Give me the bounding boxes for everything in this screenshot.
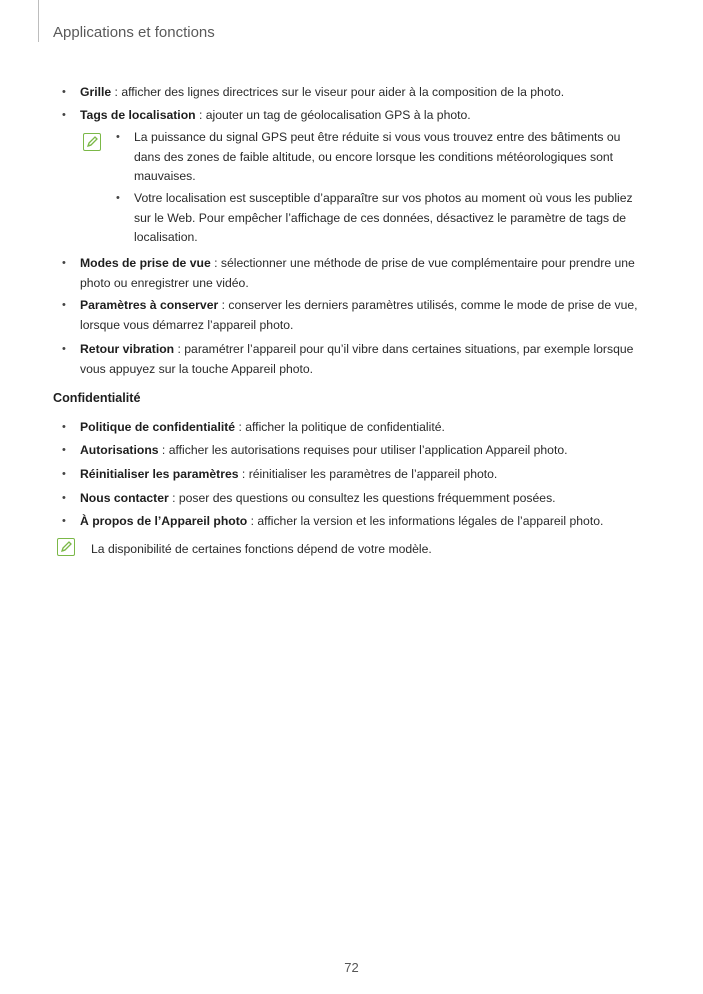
item-term: Grille bbox=[80, 85, 112, 99]
item-term: Paramètres à conserver bbox=[80, 298, 219, 312]
list-item-nous-contacter bbox=[62, 489, 646, 509]
item-desc: : afficher la version et les informations légales de l’appareil photo. bbox=[247, 514, 604, 528]
page-header-title: Applications et fonctions bbox=[53, 24, 215, 41]
item-term: Autorisations bbox=[80, 443, 159, 457]
list-item-tags-localisation bbox=[62, 106, 646, 126]
list-item-reinitialiser bbox=[62, 465, 646, 485]
note-bullet-gps-signal bbox=[116, 128, 644, 187]
item-desc: : paramétrer l’appareil pour qu’il vibre dans certaines situations, par exemple lorsque vous appuyez sur la touche Appareil photo. bbox=[80, 342, 634, 376]
bullet-icon: • bbox=[116, 192, 120, 204]
bullet-icon: • bbox=[62, 299, 66, 311]
note-text-availability: La disponibilité de certaines fonctions dépend de votre modèle. bbox=[91, 542, 432, 556]
item-desc: : sélectionner une méthode de prise de vue complémentaire pour prendre une photo ou enregistrer une vidéo. bbox=[80, 256, 635, 290]
bullet-icon: • bbox=[62, 109, 66, 121]
item-desc: : ajouter un tag de géolocalisation GPS à la photo. bbox=[195, 108, 471, 122]
item-desc: : afficher les autorisations requises pour utiliser l’application Appareil photo. bbox=[158, 443, 568, 457]
item-term: À propos de l’Appareil photo bbox=[80, 514, 248, 528]
item-term: Politique de confidentialité bbox=[80, 420, 236, 434]
note-bullet-location-privacy bbox=[116, 189, 644, 248]
note-icon bbox=[83, 133, 101, 151]
item-desc: : réinitialiser les paramètres de l’appareil photo. bbox=[238, 467, 498, 481]
bullet-icon: • bbox=[62, 492, 66, 504]
list-item-a-propos bbox=[62, 512, 646, 532]
list-item-parametres-conserver bbox=[62, 296, 646, 335]
header-rule bbox=[38, 0, 39, 42]
note-bullet-text: La puissance du signal GPS peut être réduite si vous vous trouvez entre des bâtiments ou dans des zones de faible altitude, ou encore lorsque les conditions météorologiques sont mauvaises. bbox=[134, 130, 621, 183]
item-term: Modes de prise de vue bbox=[80, 256, 211, 270]
bullet-icon: • bbox=[62, 421, 66, 433]
item-desc: : afficher la politique de confidentialité. bbox=[235, 420, 445, 434]
bullet-icon: • bbox=[62, 515, 66, 527]
item-desc: : poser des questions ou consultez les questions fréquemment posées. bbox=[168, 491, 556, 505]
item-desc: : conserver les derniers paramètres utilisés, comme le mode de prise de vue, lorsque vous démarrez l’appareil photo. bbox=[80, 298, 638, 332]
list-item-grille bbox=[62, 83, 646, 103]
page-number: 72 bbox=[344, 960, 359, 975]
list-item-autorisations bbox=[62, 441, 646, 461]
item-term: Tags de localisation bbox=[80, 108, 196, 122]
item-term: Nous contacter bbox=[80, 491, 169, 505]
bullet-icon: • bbox=[62, 257, 66, 269]
list-item-modes-prise-de-vue bbox=[62, 254, 646, 293]
bullet-icon: • bbox=[62, 444, 66, 456]
bullet-icon: • bbox=[62, 86, 66, 98]
bullet-icon: • bbox=[116, 131, 120, 143]
item-desc: : afficher des lignes directrices sur le viseur pour aider à la composition de la photo. bbox=[111, 85, 565, 99]
bullet-icon: • bbox=[62, 343, 66, 355]
list-item-politique bbox=[62, 418, 646, 438]
section-heading-confidentialite: Confidentialité bbox=[53, 391, 141, 405]
note-icon bbox=[57, 538, 75, 556]
list-item-retour-vibration bbox=[62, 340, 646, 379]
item-term: Réinitialiser les paramètres bbox=[80, 467, 239, 481]
item-term: Retour vibration bbox=[80, 342, 175, 356]
bullet-icon: • bbox=[62, 468, 66, 480]
note-bullet-text: Votre localisation est susceptible d’apparaître sur vos photos au moment où vous les publiez sur le Web. Pour empêcher l’affichage de ces données, désactivez le paramètre de tags de localisation. bbox=[134, 191, 633, 244]
